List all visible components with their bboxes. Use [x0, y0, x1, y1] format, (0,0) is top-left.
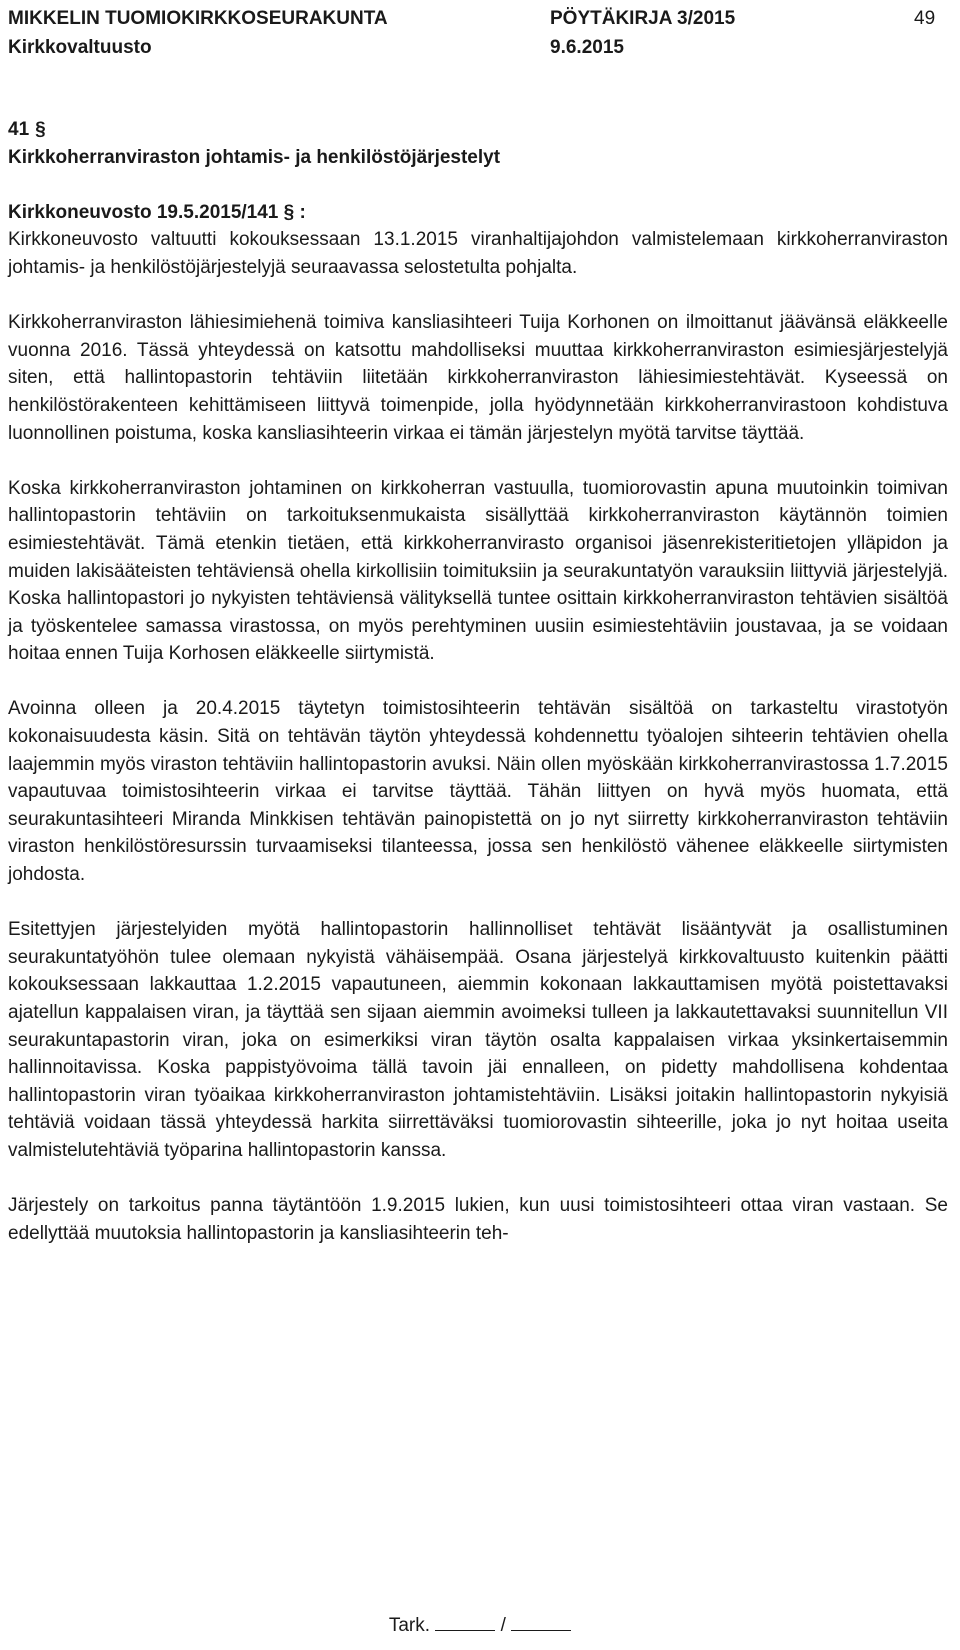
page-number: 49	[914, 8, 936, 29]
page-footer	[0, 1612, 960, 1637]
initials-blank-1	[435, 1612, 495, 1631]
organization-name: MIKKELIN TUOMIOKIRKKOSEURAKUNTA	[8, 8, 388, 29]
governing-body: Kirkkovaltuusto	[8, 37, 152, 58]
check-label: Tark.	[388, 1615, 431, 1636]
section-number: 41	[8, 119, 30, 140]
paragraph-6: Järjestely on tarkoitus panna täytäntöön 1.9.2015 lukien, kun uusi toimistosihteeri ottaa viran vastaan. Se edellyttää muutoksia hallintopastorin ja kansliasihteerin teh-	[8, 1195, 948, 1244]
header-row-1	[8, 4, 948, 33]
initials-separator: /	[500, 1615, 506, 1636]
document-title: PÖYTÄKIRJA 3/2015	[550, 8, 736, 29]
section-symbol: §	[35, 119, 46, 140]
section-number-line	[8, 116, 948, 144]
paragraph-3: Koska kirkkoherranviraston johtaminen on kirkkoherran vastuulla, tuomiorovastin apuna muutoinkin toimivan hallintopastorin tehtäviin on tarkoituksenmukaista sisällyttää kirkkoherranviraston käytännön toimien esimiestehtävät. Tämä etenkin tietäen, että kirkkoherranvirasto organisoi jäsenrekisteritietojen ylläpidon ja muiden lakisääteisten tehtäviensä ohella kirkollisiin toimituksiin ja seurakuntatyön varauksiin liittyviä järjestelyjä. Koska hallintopastori jo nykyisten tehtäviensä välityksellä tuntee osittain kirkkoherranviraston tehtävien sisältöä ja työskentelee samassa virastossa, on myös perehtyminen uusiin esimiestehtäviin joustavaa, ja se voidaan hoitaa ennen Tuija Korhosen eläkkeelle siirtymistä.	[8, 477, 948, 665]
meeting-date: 9.6.2015	[550, 37, 624, 58]
initials-blank-2	[511, 1612, 571, 1631]
section-title: Kirkkoherranviraston johtamis- ja henkilöstöjärjestelyt	[8, 146, 501, 168]
paragraph-5: Esitettyjen järjestelyiden myötä hallintopastorin hallinnolliset tehtävät lisääntyvät ja osallistuminen seurakuntatyöhön tulee olemaan nykyistä vähäisempää. Osana järjestelyä kirkkovaltuusto kuitenkin päätti kokouksessaan lakkauttaa 1.2.2015 vapautuneen, aiemmin kokonaan lakkauttamisen myötä poistettavaksi ajatellun kappalaisen viran, ja täyttää sen sijaan aiemmin avoimeksi tulleen ja lakkautettavaksi suunnitellun VII seurakuntapastorin viran, joka on esimerkiksi viran täytön osalta kappalaisen virkaa yksinkertaisemmin hallinnoitavissa. Koska pappistyövoima tällä tavoin jäi ennalleen, on pidetty mahdollisena kohdentaa hallintopastorin viran työaikaa kirkkoherranviraston johtamistehtäviin. Lisäksi joitakin hallintopastorin nykyisiä tehtäviä voidaan tässä yhteydessä harkita siirrettäväksi tuomiorovastin sihteerille, joka jo nyt hoitaa useita valmistelutehtäviä työparina hallintopastorin kanssa.	[8, 919, 948, 1161]
paragraph-4: Avoinna olleen ja 20.4.2015 täytetyn toimistosihteerin tehtävän sisältöä on tarkasteltu virastotyön kokonaisuudesta käsin. Sitä on tehtävän täytön yhteydessä kohdennettu työalojen sihteerin tehtävien ohella laajemmin myös viraston tehtäviin hallintopastorin avuksi. Näin ollen myöskään kirkkoherranvirastossa 1.7.2015 vapautuvaa toimistosihteerin virkaa ei tarvitse täyttää. Tähän liittyen on hyvä myös huomata, että seurakuntasihteeri Miranda Minkkisen tehtävän painopistettä on jo nyt siirretty kirkkoherranviraston tehtäviin viraston henkilöstöresurssin turvaamiseksi tilanteessa, jossa sen henkilöstö vähenee eläkkeelle siirtymisten johdosta.	[8, 698, 948, 886]
section-reference: Kirkkoneuvosto 19.5.2015/141 § :	[8, 201, 306, 223]
paragraph-1: Kirkkoneuvosto valtuutti kokouksessaan 13.1.2015 viranhaltijajohdon valmistelemaan kirkkoherranviraston johtamis- ja henkilöstöjärjestelyjä seuraavassa selostetulta pohjalta.	[8, 229, 948, 278]
header-row-2	[8, 33, 948, 62]
page-header	[8, 4, 948, 62]
paragraph-2: Kirkkoherranviraston lähiesimiehenä toimiva kansliasihteeri Tuija Korhonen on ilmoittanut jäävänsä eläkkeelle vuonna 2016. Tässä yhteydessä on katsottu mahdolliseksi muuttaa kirkkoherranviraston esimiesjärjestelyjä siten, että hallintopastorin tehtäviin liitetään kirkkoherranviraston lähiesimiestehtävät. Kyseessä on henkilöstörakenteen kehittämiseen liittyvä toimenpide, jolla hyödynnetään kirkkoherranvirastoon kohdistuva luonnollinen poistuma, koska kansliasihteerin virkaa ei tämän järjestelyn myötä tarvitse täyttää.	[8, 312, 948, 444]
spacer	[8, 171, 948, 199]
document-body	[8, 116, 948, 1247]
